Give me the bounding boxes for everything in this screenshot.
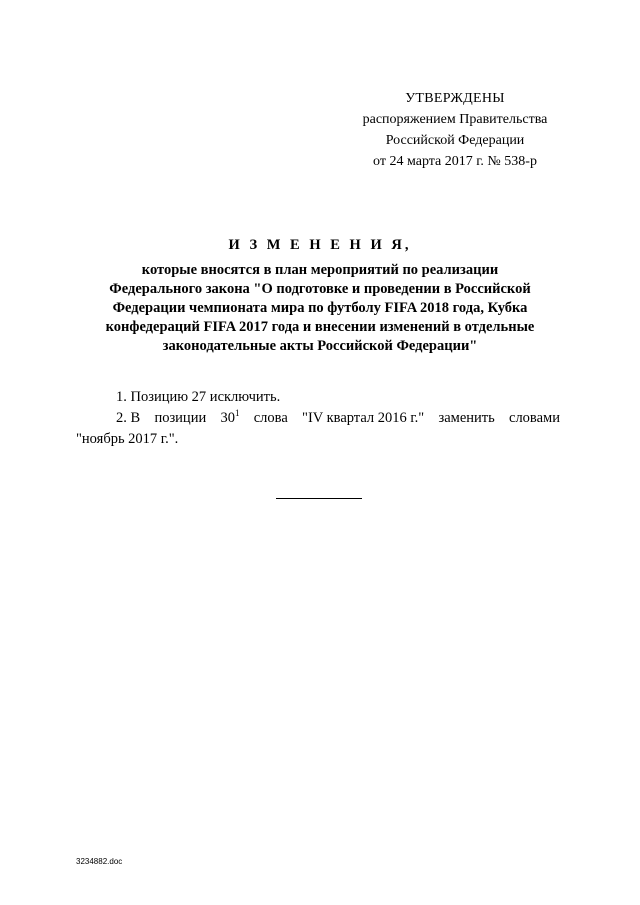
subtitle-line-5: законодательные акты Российской Федерации"	[162, 338, 478, 354]
approval-line-date-number: от 24 марта 2017 г. № 538-р	[373, 154, 537, 169]
subtitle-line-3: Федерации чемпионата мира по футболу FIFA 2018 года, Кубка	[112, 300, 528, 316]
changes-list	[76, 387, 560, 450]
approval-line-decree: распоряжением Правительства	[362, 112, 548, 127]
item2-position	[220, 408, 239, 429]
change-item-1: 1. Позицию 27 исключить.	[116, 389, 281, 405]
item2-word: 2. В	[116, 410, 141, 426]
position-superscript: 1	[234, 408, 240, 419]
position-number: 30	[220, 410, 235, 426]
approval-line-federation: Российской Федерации	[385, 133, 525, 148]
subtitle-line-2: Федерального закона "О подготовке и проведении в Российской	[109, 281, 531, 297]
item2-word: позиции	[154, 410, 207, 426]
item2-word: заменить	[438, 410, 495, 426]
change-item-2	[76, 408, 560, 429]
closing-divider	[276, 498, 362, 499]
item2-new-value: "ноябрь 2017 г.".	[76, 431, 179, 447]
approval-title: УТВЕРЖДЕНЫ	[405, 91, 505, 106]
approval-block	[340, 88, 570, 172]
document-heading: И З М Е Н Е Н И Я,	[228, 237, 412, 253]
item2-word: слова	[253, 410, 288, 426]
item2-old-value: "IV квартал 2016 г."	[302, 410, 425, 426]
subtitle-line-4: конфедераций FIFA 2017 года и внесении изменений в отдельные	[105, 319, 535, 335]
footer-doc-code: 3234882.doc	[76, 857, 123, 866]
item2-word: словами	[509, 410, 560, 426]
document-subtitle	[72, 261, 568, 356]
subtitle-line-1: которые вносятся в план мероприятий по реализации	[141, 262, 499, 278]
